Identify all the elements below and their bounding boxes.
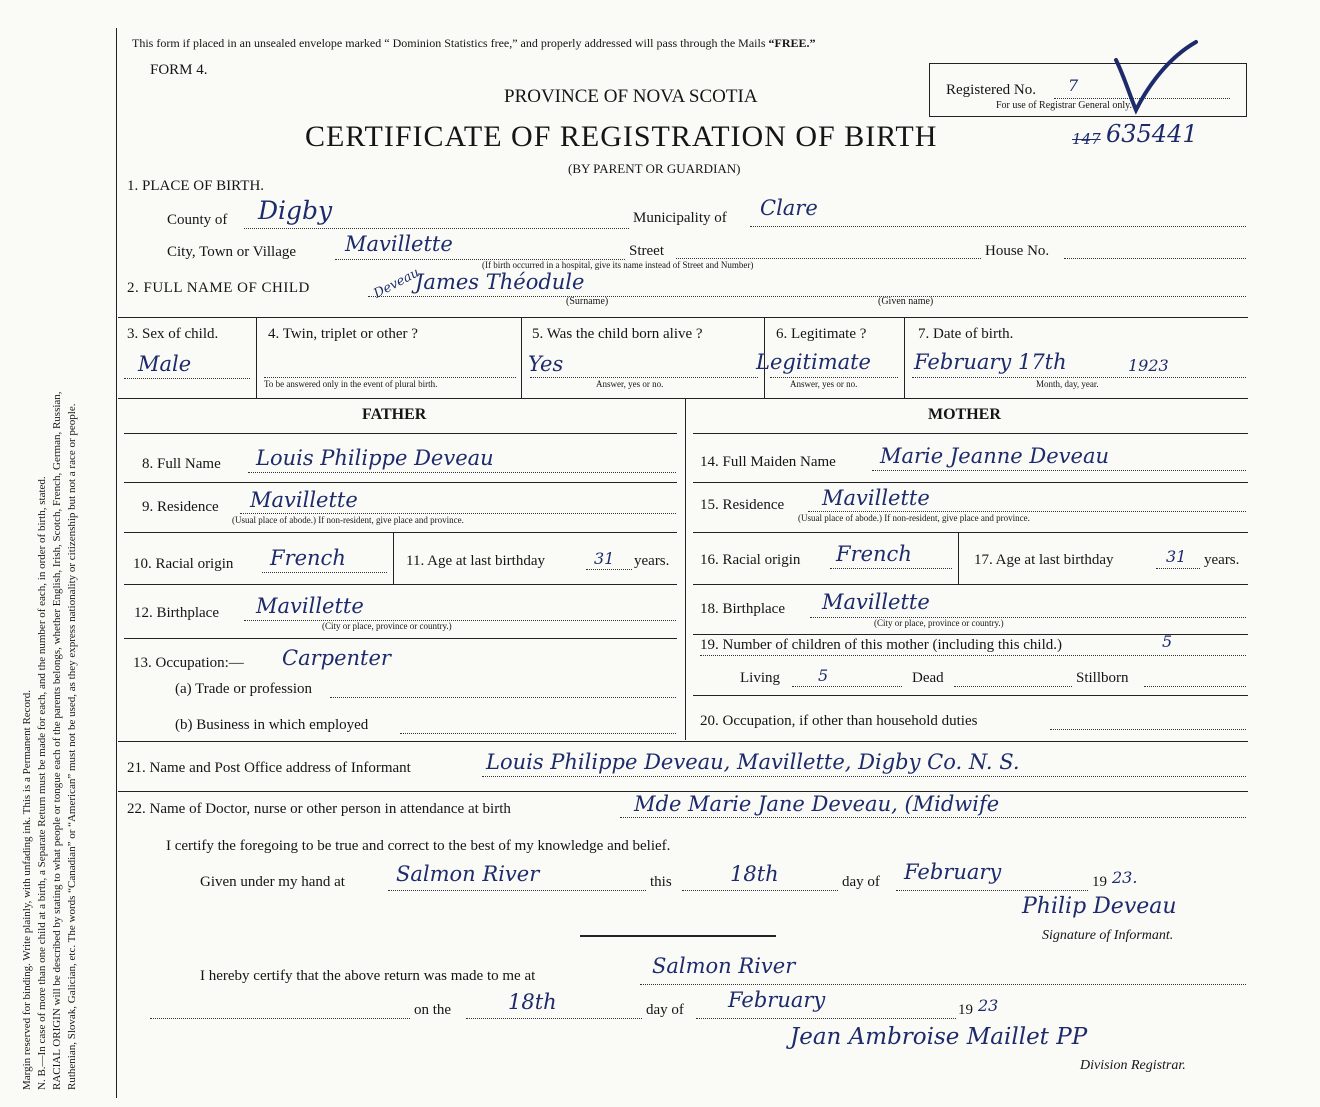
record-number: 635441 [1106,120,1198,148]
informant-signature-caption: Signature of Informant. [1042,928,1174,943]
given-name-caption: (Given name) [878,296,934,307]
given-year-value: 23. [1112,868,1138,887]
child-surname-value: Deveau [371,265,422,302]
province-heading: PROVINCE OF NOVA SCOTIA [504,86,758,107]
margin-note-multiple-birth: N. B.—In case of more than one child at a birth, a Separate Return must be made for each, and the number of each, in order of birth, stated. [36,476,48,1090]
date-of-birth-note: Month, day, year. [1036,379,1099,389]
mother-residence-note: (Usual place of abode.) If non-resident, give place and province. [798,513,1030,523]
parents-column-divider [685,398,686,740]
municipality-line [750,226,1246,227]
legitimate-note: Answer, yes or no. [790,379,858,389]
mother-race-label: 16. Racial origin [700,552,801,568]
father-race-line [262,572,387,573]
county-label: County of [167,212,228,228]
municipality-label: Municipality of [633,210,727,226]
county-line [244,228,629,229]
father-residence-value: Mavillette [250,488,358,512]
margin-instructions [20,15,110,1090]
children-count-line [700,655,1246,656]
given-month-line [896,890,1088,891]
registrar-signature: Jean Ambroise Maillet PP [790,1024,1088,1050]
registrar-certify-text: I hereby certify that the above return was made to me at [200,968,536,984]
born-alive-note: Answer, yes or no. [596,379,664,389]
given-day-line [682,890,838,891]
registered-label: Registered No. [946,82,1036,98]
registrar-month-value: February [728,988,826,1012]
father-age-value: 31 [594,549,615,568]
mother-birthplace-value: Mavillette [822,590,930,614]
county-value: Digby [258,196,333,225]
city-label: City, Town or Village [167,244,297,260]
column-divider [904,317,905,398]
hospital-note: (If birth occurred in a hospital, give its name instead of Street and Number) [482,260,754,270]
father-age-line [586,569,632,570]
date-of-birth-month-day: February 17th [914,350,1067,374]
informant-signature: Philip Deveau [1022,894,1177,919]
column-divider [958,532,959,584]
row-divider [693,532,1248,533]
city-value: Mavillette [345,232,453,256]
margin-note-binding: Margin reserved for binding. Write plainly, with unfading ink. This is a Permanent Record. [21,690,33,1090]
mother-birthplace-note: (City or place, province or country.) [874,618,1004,628]
father-age-label: 11. Age at last birthday [406,553,545,569]
street-label: Street [629,243,664,259]
check-mark-icon [1108,38,1203,118]
mother-occupation-line [1050,729,1246,730]
registrar-day-value: 18th [508,990,557,1014]
mother-name-line [872,470,1246,471]
given-this-label: this [650,874,672,890]
living-label: Living [740,670,780,686]
sex-label: 3. Sex of child. [127,326,219,342]
house-no-label: House No. [985,243,1050,259]
sex-value: Male [138,352,192,376]
certificate-subtitle: (BY PARENT OR GUARDIAN) [568,161,741,176]
mother-age-line [1156,568,1200,569]
father-heading: FATHER [362,406,427,423]
mother-heading: MOTHER [928,406,1001,423]
informant-line [482,776,1246,777]
twin-label: 4. Twin, triplet or other ? [268,326,418,342]
registrar-day-of-label: day of [646,1002,684,1018]
mother-occupation-label: 20. Occupation, if other than household duties [700,713,978,729]
mother-residence-value: Mavillette [822,486,930,510]
twin-note: To be answered only in the event of plural birth. [264,379,438,389]
registrar-month-line [696,1018,956,1019]
row-divider [124,532,677,533]
child-name-line [368,296,1246,297]
attendant-label: 22. Name of Doctor, nurse or other person in attendance at birth [127,801,511,817]
twin-line [264,377,516,378]
mother-birthplace-label: 18. Birthplace [700,601,785,617]
living-line [792,686,902,687]
registrar-leading-line [150,1018,410,1019]
section-divider [118,741,1248,742]
father-business-label: (b) Business in which employed [175,717,369,733]
born-alive-value: Yes [528,352,564,376]
certificate-title: CERTIFICATE OF REGISTRATION OF BIRTH [305,120,938,153]
registered-value: 7 [1068,76,1079,95]
father-residence-line [240,513,676,514]
father-birthplace-line [244,620,676,621]
column-divider [256,317,257,398]
father-residence-label: 9. Residence [142,499,219,515]
informant-value: Louis Philippe Deveau, Mavillette, Digby Co. N. S. [486,750,1020,774]
mother-age-label: 17. Age at last birthday [974,552,1114,568]
form-number: FORM 4. [150,62,208,78]
row-divider [693,695,1248,696]
registrar-year-prefix: 19 [958,1002,973,1018]
row-divider [124,584,677,585]
mother-name-value: Marie Jeanne Deveau [880,444,1110,468]
given-month-value: February [904,860,1002,884]
postal-note [132,36,816,51]
informant-label: 21. Name and Post Office address of Informant [127,760,411,776]
father-race-label: 10. Racial origin [133,556,234,572]
father-name-label: 8. Full Name [142,456,221,472]
given-under-label: Given under my hand at [200,874,345,890]
place-of-birth-heading: 1. PLACE OF BIRTH. [127,178,265,194]
stillborn-label: Stillborn [1076,670,1129,686]
date-of-birth-label: 7. Date of birth. [918,326,1014,342]
informant-certify-text: I certify the foregoing to be true and correct to the best of my knowledge and belief. [166,838,671,854]
mother-race-value: French [836,542,912,566]
children-count-label: 19. Number of children of this mother (including this child.) [700,637,1063,653]
surname-caption: (Surname) [566,296,609,307]
given-place-value: Salmon River [396,862,540,886]
father-name-value: Louis Philippe Deveau [256,446,494,470]
legitimate-value: Legitimate [756,350,871,374]
father-business-line [400,733,676,734]
dead-line [954,686,1072,687]
child-name-label: 2. FULL NAME OF CHILD [127,280,310,296]
mother-residence-line [808,511,1246,512]
given-year-prefix: 19 [1092,874,1107,890]
mother-name-label: 14. Full Maiden Name [700,454,836,470]
registrar-year-value: 23 [978,996,999,1015]
living-value: 5 [818,666,829,685]
binding-margin-line [116,28,117,1098]
father-trade-line [330,697,676,698]
father-header-line [124,433,677,434]
row-divider [693,482,1248,483]
registrar-place-value: Salmon River [652,954,796,978]
registrar-place-line [640,984,1246,985]
date-of-birth-year: 1923 [1128,356,1169,375]
registered-note: For use of Registrar General only. [996,100,1132,111]
given-day-of-label: day of [842,874,880,890]
father-birthplace-note: (City or place, province or country.) [322,621,452,631]
legitimate-line [770,377,898,378]
margin-note-racial-origin-cont: Ruthenian, Slovak, Galician, etc. The words “Canadian” or “American” must not be used, as they express nationality or citizenship but not a race or people. [66,403,78,1090]
born-alive-label: 5. Was the child born alive ? [532,326,703,342]
legitimate-label: 6. Legitimate ? [776,326,867,342]
registrar-on-the-label: on the [414,1002,452,1018]
father-occupation-label: 13. Occupation:— [133,655,244,671]
row-divider [693,584,1248,585]
dead-label: Dead [912,670,944,686]
father-birthplace-label: 12. Birthplace [134,605,219,621]
father-trade-label: (a) Trade or profession [175,681,313,697]
date-of-birth-line [912,377,1246,378]
house-no-line [1064,258,1246,259]
margin-note-racial-origin: RACIAL ORIGIN will be described by stating to what people or tongue each of the parents belongs, whether English, Irish, Scotch, French, German, Russian, [51,391,63,1090]
father-birthplace-value: Mavillette [256,594,364,618]
mother-years-label: years. [1204,552,1240,568]
municipality-value: Clare [760,196,818,220]
father-years-label: years. [634,553,670,569]
mother-header-line [693,433,1248,434]
father-race-value: French [270,546,346,570]
row-divider [124,638,677,639]
given-day-value: 18th [730,862,779,886]
separator-rule [580,935,776,937]
attendant-value: Mde Marie Jane Deveau, (Midwife [634,792,1000,816]
row-divider [124,482,677,483]
column-divider [521,317,522,398]
row-divider [118,398,1248,399]
stillborn-line [1144,686,1246,687]
registrar-day-line [466,1018,642,1019]
registrar-signature-caption: Division Registrar. [1080,1058,1186,1073]
sex-line [124,378,250,379]
mother-race-line [830,568,952,569]
postal-free: “FREE.” [768,36,816,50]
father-name-line [248,472,676,473]
given-place-line [388,890,646,891]
father-residence-note: (Usual place of abode.) If non-resident, give place and province. [232,515,464,525]
mother-residence-label: 15. Residence [700,497,785,513]
child-given-name-value: James Théodule [415,270,585,294]
row-divider [118,317,1248,318]
street-line [676,258,981,259]
born-alive-line [530,377,758,378]
mother-age-value: 31 [1166,547,1187,566]
attendant-line [620,817,1246,818]
father-occupation-value: Carpenter [282,646,391,670]
postal-note-text: This form if placed in an unsealed envelope marked “ Dominion Statistics free,” and properly addressed will pass through the Mails [132,36,766,50]
struck-record-number: 147 [1072,130,1101,148]
children-count-value: 5 [1162,632,1173,651]
column-divider [393,532,394,584]
